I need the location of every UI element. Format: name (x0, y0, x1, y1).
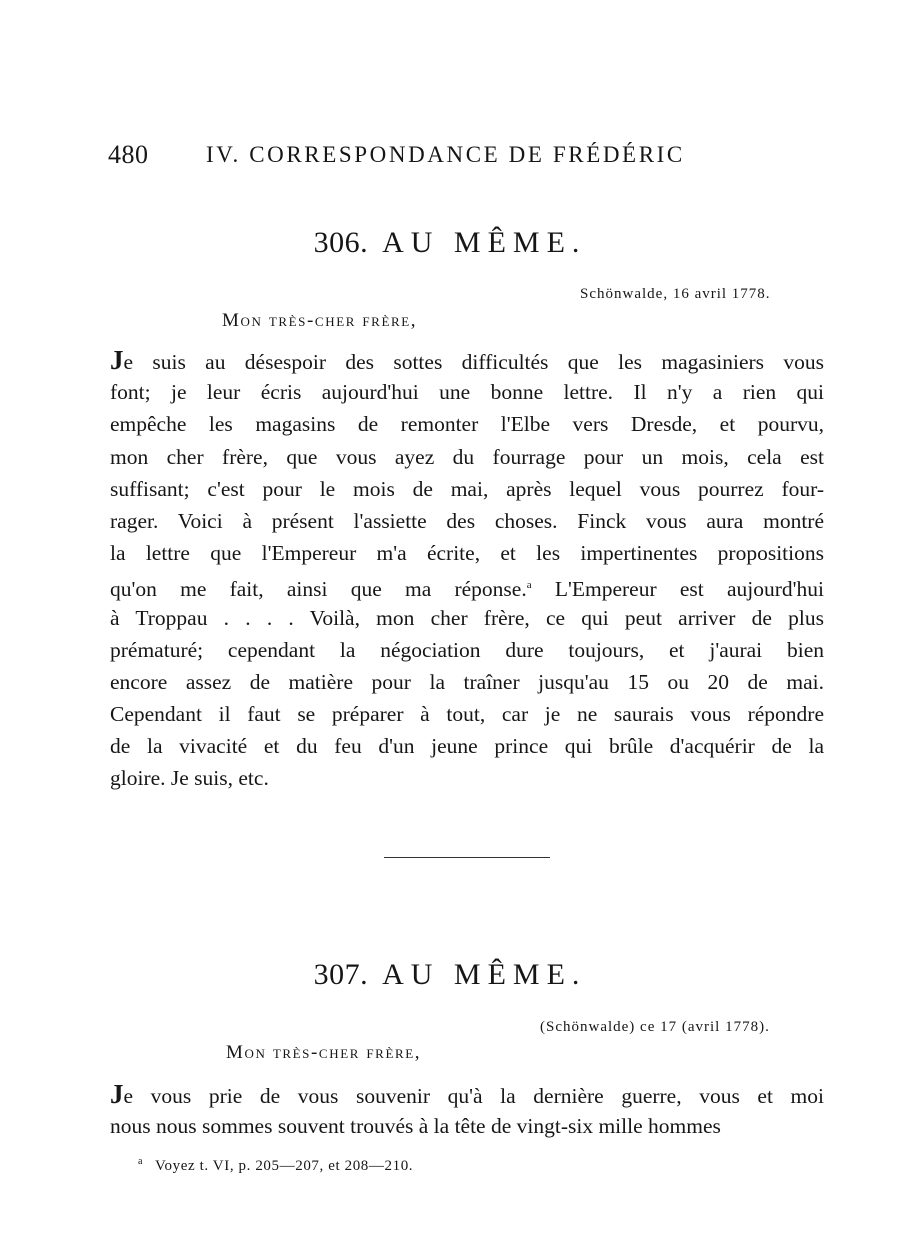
letter-title: AU MÊME. (382, 958, 587, 991)
letter-306-heading (0, 226, 900, 260)
text-line: rager. Voici à présent l'assiette des choses. Finck vous aura montré (110, 508, 824, 533)
text-line: empêche les magasins de remonter l'Elbe vers Dresde, et pourvu, (110, 412, 824, 437)
letter-307-salutation: Mon très-cher frère, (226, 1042, 422, 1063)
text-line: Je vous prie de vous souvenir qu'à la dernière guerre, vous et moi (110, 1079, 824, 1109)
text-line: de la vivacité et du feu d'un jeune prince qui brûle d'acquérir de la (110, 734, 824, 759)
text-line: à Troppau . . . . Voilà, mon cher frère, ce qui peut arriver de plus (110, 605, 824, 630)
text-line: nous nous sommes souvent trouvés à la tête de vingt-six mille hommes (110, 1114, 721, 1139)
text-line: mon cher frère, que vous ayez du fourrage pour un mois, cela est (110, 444, 824, 469)
text-line: Je suis au désespoir des sottes difficultés que les magasiniers vous (110, 345, 824, 375)
section-separator (384, 857, 550, 858)
footnote-mark: a (138, 1156, 144, 1167)
footnote-reference: a (526, 579, 532, 592)
letter-306-body (110, 344, 824, 795)
text-line: Cependant il faut se préparer à tout, car je ne saurais vous répondre (110, 702, 824, 727)
letter-307-body (110, 1078, 824, 1142)
running-head (108, 140, 748, 176)
footnote-text: Voyez t. VI, p. 205—207, et 208—210. (155, 1158, 414, 1174)
letter-306-dateline: Schönwalde, 16 avril 1778. (580, 286, 771, 302)
letter-title: AU MÊME. (382, 226, 587, 259)
text-line: qu'on me fait, ainsi que ma réponse.$^a$ L'Empereur est aujourd'hui (110, 577, 824, 602)
letter-306-salutation: Mon très-cher frère, (222, 310, 418, 331)
footnote (138, 1156, 413, 1175)
letter-307-heading (0, 958, 900, 992)
drop-capital: J (110, 1079, 124, 1109)
page-number: 480 (108, 140, 149, 169)
letter-number: 306. (313, 226, 369, 259)
letter-number: 307. (313, 958, 369, 991)
text-line: encore assez de matière pour la traîner jusqu'au 15 ou 20 de mai. (110, 669, 824, 694)
drop-capital: J (110, 345, 124, 375)
text-line: la lettre que l'Empereur m'a écrite, et les impertinentes propositions (110, 541, 824, 566)
letter-307-dateline: (Schönwalde) ce 17 (avril 1778). (540, 1019, 770, 1035)
text-line: prématuré; cependant la négociation dure toujours, et j'aurai bien (110, 637, 824, 662)
text-line: suffisant; c'est pour le mois de mai, après lequel vous pourrez four- (110, 476, 824, 501)
text-line: gloire. Je suis, etc. (110, 766, 269, 791)
running-title: IV. CORRESPONDANCE DE FRÉDÉRIC (206, 142, 685, 167)
text-line: font; je leur écris aujourd'hui une bonne lettre. Il n'y a rien qui (110, 380, 824, 405)
